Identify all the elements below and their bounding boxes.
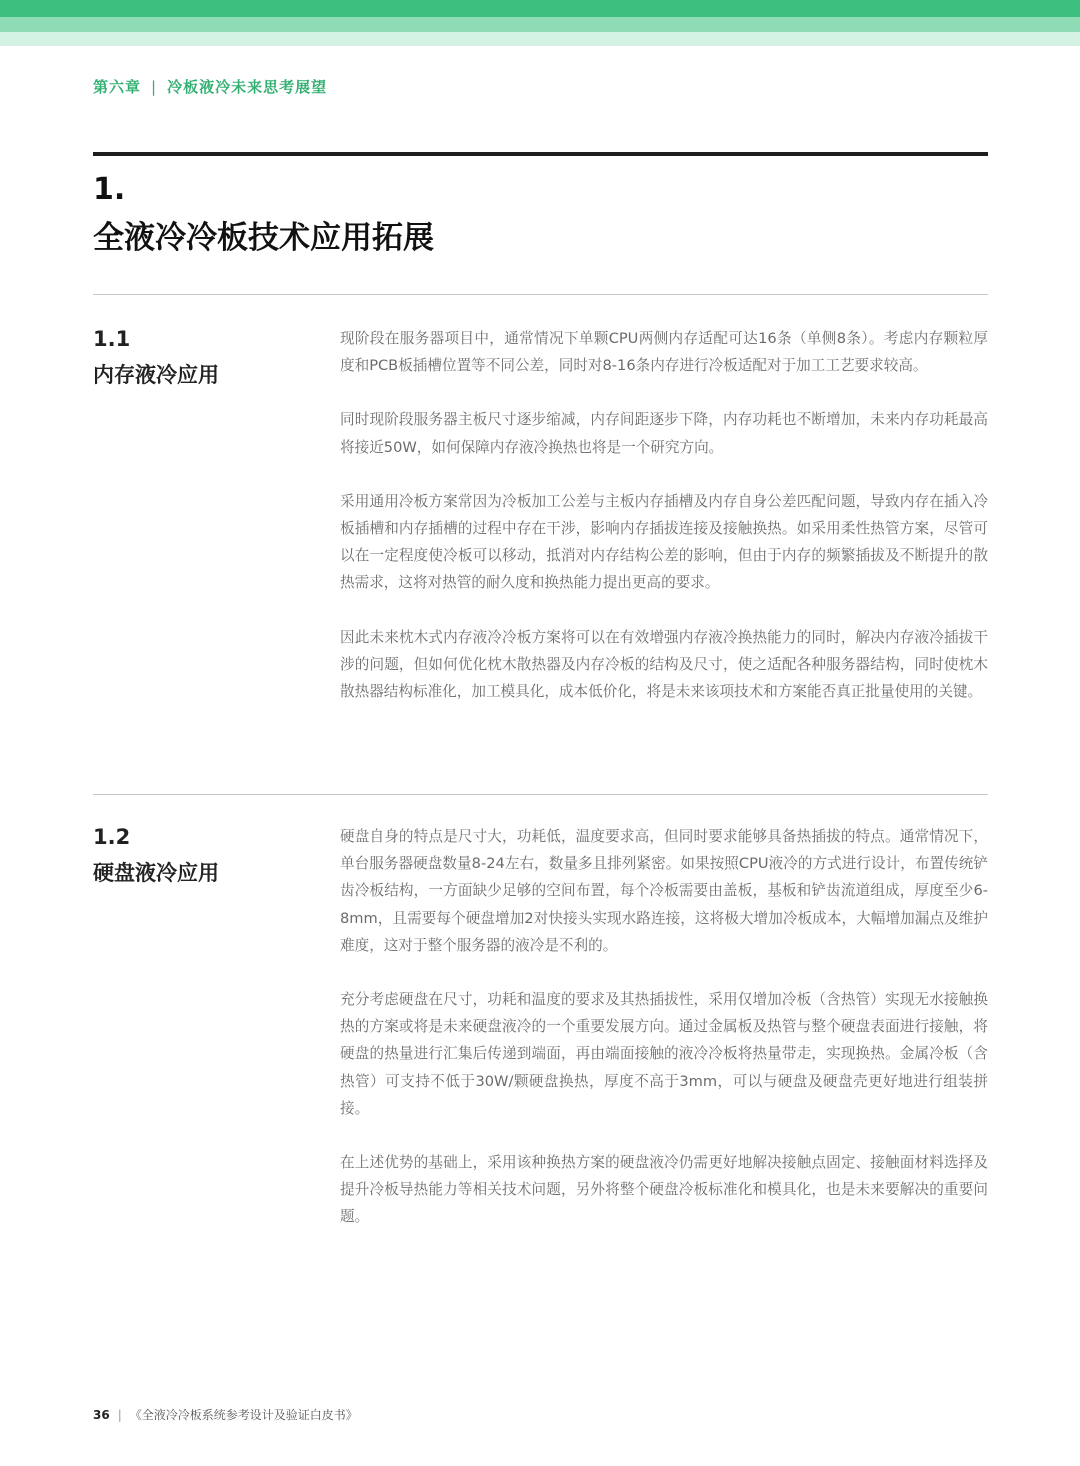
page-footer: [93, 1406, 358, 1423]
subsection-number: 1.1: [93, 327, 131, 351]
body-paragraph: 充分考虑硬盘在尺寸，功耗和温度的要求及其热插拔性，采用仅增加冷板（含热管）实现无水接触换热的方案或将是未来硬盘液冷的一个重要发展方向。通过金属板及热管与整个硬盘表面进行接触，将硬盘的热量进行汇集后传递到端面，再由端面接触的液冷冷板将热量带走，实现换热。金属冷板（含热管）可支持不低于30W/颗硬盘换热，厚度不高于3mm，可以与硬盘及硬盘壳更好地进行组装拼接。: [340, 991, 988, 1117]
body-paragraph: 现阶段在服务器项目中，通常情况下单颗CPU两侧内存适配可达16条（单侧8条）。考虑内存颗粒厚度和PCB板插槽位置等不同公差，同时对8-16条内存进行冷板适配对于加工工艺要求较高。: [340, 330, 988, 375]
top-band-light-green: [0, 32, 1080, 46]
subsection-title: 硬盘液冷应用: [93, 861, 219, 885]
top-band-dark-green: [0, 0, 1080, 17]
chapter-separator: |: [151, 78, 158, 96]
chapter-label: 第六章: [93, 78, 142, 96]
section-title: 全液冷冷板技术应用拓展: [93, 220, 434, 256]
body-paragraph: 因此未来枕木式内存液冷冷板方案将可以在有效增强内存液冷换热能力的同时，解决内存液冷插拔干涉的问题，但如何优化枕木散热器及内存冷板的结构及尺寸，使之适配各种服务器结构，同时使枕木散热器结构标准化，加工模具化，成本低价化，将是未来该项技术和方案能否真正批量使用的关键。: [340, 628, 988, 701]
top-color-band: [0, 0, 1080, 46]
chapter-title: 冷板液冷未来思考展望: [167, 78, 328, 96]
subsection-number: 1.2: [93, 825, 131, 849]
section-top-rule: [93, 152, 988, 156]
subsection-title: 内存液冷应用: [93, 363, 219, 387]
body-paragraph: 硬盘自身的特点是尺寸大，功耗低，温度要求高，但同时要求能够具备热插拔的特点。通常情况下，单台服务器硬盘数量8-24左右，数量多且排列紧密。如果按照CPU液冷的方式进行设计，布置传统铲齿冷板结构，一方面缺少足够的空间布置，每个冷板需要由盖板，基板和铲齿流道组成，厚度至少6-8mm，且需要每个硬盘增加2对快接头实现水路连接，这将极大增加冷板成本，大幅增加漏点及维护难度，这对于整个服务器的液冷是不利的。: [340, 828, 988, 954]
subsection-body: [340, 823, 988, 1258]
subsection-body: [340, 325, 988, 732]
subsection-divider: [93, 794, 988, 795]
body-paragraph: 采用通用冷板方案常因为冷板加工公差与主板内存插槽及内存自身公差匹配问题，导致内存在插入冷板插槽和内存插槽的过程中存在干涉，影响内存插拔连接及接触换热。如采用柔性热管方案，尽管可以在一定程度使冷板可以移动，抵消对内存结构公差的影响，但由于内存的频繁插拔及不断提升的散热需求，这将对热管的耐久度和换热能力提出更高的要求。: [340, 492, 988, 592]
footer-separator: |: [117, 1408, 122, 1422]
document-title: 《全液冷冷板系统参考设计及验证白皮书》: [129, 1408, 358, 1422]
top-band-mid-green: [0, 17, 1080, 32]
subsection-divider: [93, 294, 988, 295]
page-number: 36: [93, 1408, 110, 1422]
body-paragraph: 同时现阶段服务器主板尺寸逐步缩减，内存间距逐步下降，内存功耗也不断增加，未来内存功耗最高将接近50W，如何保障内存液冷换热也将是一个研究方向。: [340, 411, 988, 456]
chapter-header: [93, 76, 327, 97]
section-number: 1.: [93, 172, 126, 207]
body-paragraph: 在上述优势的基础上，采用该种换热方案的硬盘液冷仍需更好地解决接触点固定、接触面材料选择及提升冷板导热能力等相关技术问题，另外将整个硬盘冷板标准化和模具化，也是未来要解决的重要问题。: [340, 1154, 988, 1226]
